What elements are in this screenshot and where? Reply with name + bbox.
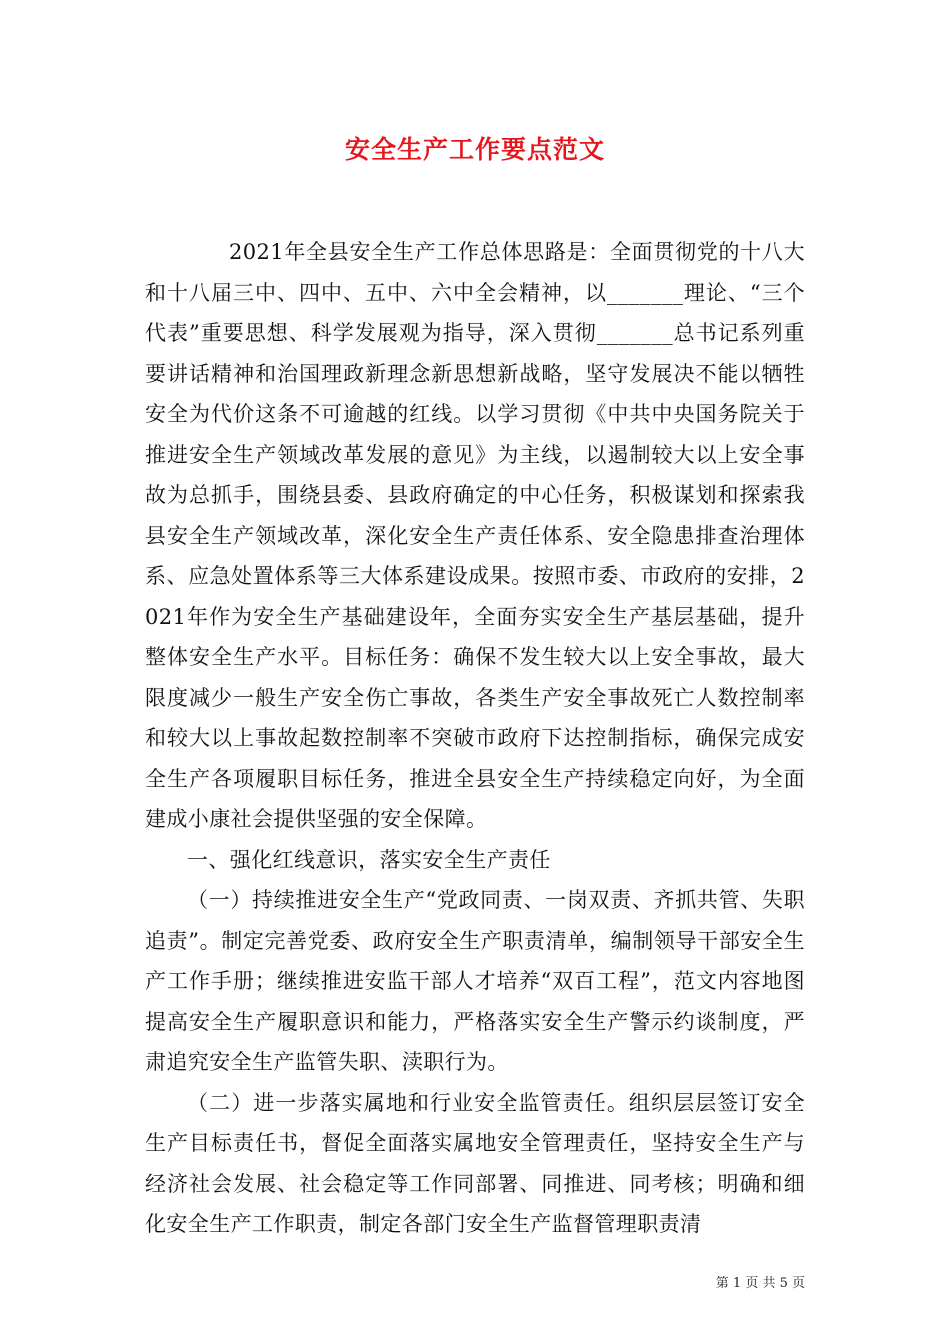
subsection-paragraph-1: （一）持续推进安全生产“党政同责、一岗双责、齐抓共管、失职追责”。制定完善党委、政府安全生产职责清单，编制领导干部安全生产工作手册；继续推进安监干部人才培养“双百工程”，范文内容地图提高安全生产履职意识和能力，严格落实安全生产警示约谈制度，严肃追究安全生产监管失职、渎职行为。 [145, 888, 805, 1074]
subsection-paragraph-2: （二）进一步落实属地和行业安全监管责任。组织层层签订安全生产目标责任书，督促全面落实属地安全管理责任，坚持安全生产与经济社会发展、社会稳定等工作同部署、同推进、同考核；明确和细化安全生产工作职责，制定各部门安全生产监督管理职责清 [145, 1090, 805, 1236]
section-heading: 一、强化红线意识，落实安全生产责任 [187, 847, 551, 872]
document-title: 安全生产工作要点范文 [344, 135, 605, 164]
page-number: 第 1 页 共 5 页 [715, 1276, 805, 1291]
document-body [145, 232, 805, 1245]
intro-paragraph: 2021年全县安全生产工作总体思路是：全面贯彻党的十八大和十八届三中、四中、五中、六中全会精神，以_______理论、“三个代表”重要思想、科学发展观为指导，深入贯彻_______总书记系列重要讲话精神和治国理政新理念新思想新战略，坚守发展决不能以牺牲安全为代价这条不可逾越的红线。以学习贯彻《中共中央国务院关于推进安全生产领域改革发展的意见》为主线，以遏制较大以上安全事故为总抓手，围绕县委、县政府确定的中心任务，积极谋划和探索我县安全生产领域改革，深化安全生产责任体系、安全隐患排查治理体系、应急处置体系等三大体系建设成果。按照市委、市政府的安排，2021年作为安全生产基础建设年，全面夯实安全生产基层基础，提升整体安全生产水平。目标任务：确保不发生较大以上安全事故，最大限度减少一般生产安全伤亡事故，各类生产安全事故死亡人数控制率和较大以上事故起数控制率不突破市政府下达控制指标，确保完成安全生产各项履职目标任务，推进全县安全生产持续稳定向好，为全面建成小康社会提供坚强的安全保障。 [145, 240, 805, 831]
